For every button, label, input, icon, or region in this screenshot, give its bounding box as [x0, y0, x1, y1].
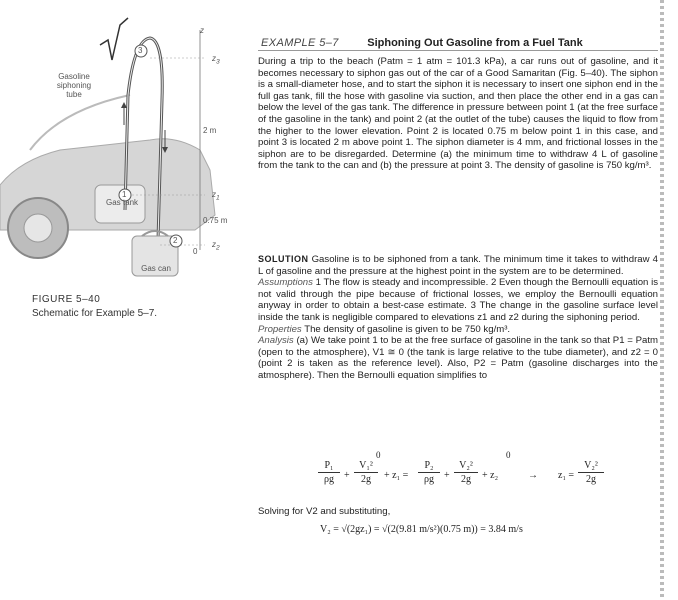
- eq-frac-p2: P₂ ρg: [418, 460, 440, 485]
- height-2m-label: 2 m: [203, 126, 217, 135]
- point-1-label: 1: [122, 190, 127, 199]
- z1-label: $z_1$: [212, 190, 220, 202]
- eq-plus-2: +: [444, 470, 450, 481]
- example-body: [258, 0, 660, 560]
- car-hub-shape: [24, 214, 52, 242]
- origin-label: 0: [193, 247, 198, 256]
- gas-can-label: Gas can: [141, 264, 171, 273]
- eq-frac-v1: V₁² 2g: [354, 460, 378, 485]
- properties-text: The density of gasoline is given to be 750 kg/m³.: [304, 323, 511, 335]
- point-2-label: 2: [173, 236, 178, 245]
- eq-frac-v2: V₂² 2g: [454, 460, 478, 485]
- z3-label: $z_3$: [212, 54, 220, 66]
- z-axis-label: z: [200, 26, 204, 35]
- figure-caption-text: Schematic for Example 5–7.: [32, 308, 158, 319]
- assumptions-text: 1 The flow is steady and incompressible. 2 Even though the Bernoulli equation is not valid through the pipe because of frictional losses, we employ the Bernoulli equation anyway in order to obtain a best-case estimate. 3 The change in the gasoline surface level inside the tank is negligible compared to elevations z1 and z2 during the siphoning period.: [258, 277, 658, 323]
- eq-frac-p1: P₁ ρg: [318, 460, 340, 485]
- point-3-label: 3: [138, 46, 143, 55]
- analysis-text: (a) We take point 1 to be at the free surface of gasoline in the tank so that P1 = Patm (open to the atmosphere), V1 ≅ 0 (the tank is large relative to the tube diameter), and z2 = 0 (point 2 is taken as the reference level). Also, P2 = Patm (gasoline discharges into the atmosphere). Then the Bernoulli equation simplifies to: [258, 335, 658, 381]
- example-title: Siphoning Out Gasoline from a Fuel Tank: [367, 37, 583, 49]
- eq-arrow: →: [528, 470, 538, 481]
- height-075m-label: 0.75 m: [203, 216, 228, 225]
- eq-frac-v2-result: V₂² 2g: [578, 460, 604, 485]
- solving-text: Solving for V2 and substituting,: [258, 506, 391, 517]
- figure-caption: [32, 293, 232, 321]
- page-edge-marks: [660, 0, 664, 600]
- solution-heading: SOLUTION: [258, 254, 309, 264]
- siphon-tube-label: Gasoline siphoning tube: [56, 72, 92, 100]
- figure-5-40: [0, 0, 250, 290]
- hand-stroke: [100, 18, 128, 60]
- example-number: EXAMPLE 5–7: [261, 37, 339, 49]
- properties-label: Properties: [258, 323, 302, 335]
- eq-zero-1: 0: [376, 450, 381, 460]
- eq-plus-z1: + z₁ =: [384, 470, 409, 481]
- analysis-label: Analysis: [258, 335, 294, 347]
- final-velocity-equation: V₂ = √(2gz₁) = √(2(9.81 m/s²)(0.75 m)) = 3.84 m/s: [320, 524, 523, 535]
- example-heading: [261, 33, 583, 51]
- heading-rule: [258, 50, 658, 51]
- eq-zero-2: 0: [506, 450, 511, 460]
- eq-plus-z2: + z₂: [482, 470, 499, 481]
- problem-statement: During a trip to the beach (Patm = 1 atm = 101.3 kPa), a car runs out of gasoline, and it becomes necessary to siphon gas out of the car of a Good Samaritan (Fig. 5–40). The siphon is a small-diameter hose, and to start the siphon it is necessary to insert one siphon end in the full gas tank, fill the hose with gasoline via suction, and then place the other end in a gas can below the level of the gas tank. The difference in pressure between point 1 (at the free surface of the gasoline in the tank) and point 2 (at the outlet of the tube) causes the liquid to flow from the higher to the lower elevation. Point 2 is located 0.75 m below point 1 in this case, and point 3 is located 2 m above point 1. The siphon diameter is 4 mm, and frictional losses in the siphon are to be disregarded. Determine (a) the minimum time to withdraw 4 L of gasoline from the tank to the can and (b) the pressure at point 3. The density of gasoline is 750 kg/m³.: [258, 56, 658, 172]
- solution-intro: Gasoline is to be siphoned from a tank. The minimum time it takes to withdraw 4 L of gasoline and the pressure at the highest point in the system are to be determined.: [258, 254, 658, 277]
- car-window-shape: [30, 95, 130, 150]
- z2-label: $z_2$: [212, 240, 220, 252]
- gas-can-handle: [142, 231, 168, 236]
- figure-caption-number: FIGURE 5–40: [32, 294, 101, 305]
- assumptions-label: Assumptions: [258, 277, 313, 289]
- eq-z1-lhs: z₁ =: [558, 470, 575, 481]
- gas-tank-label: Gas tank: [106, 198, 139, 207]
- solution-block: [258, 254, 658, 382]
- eq-plus-1: +: [344, 470, 350, 481]
